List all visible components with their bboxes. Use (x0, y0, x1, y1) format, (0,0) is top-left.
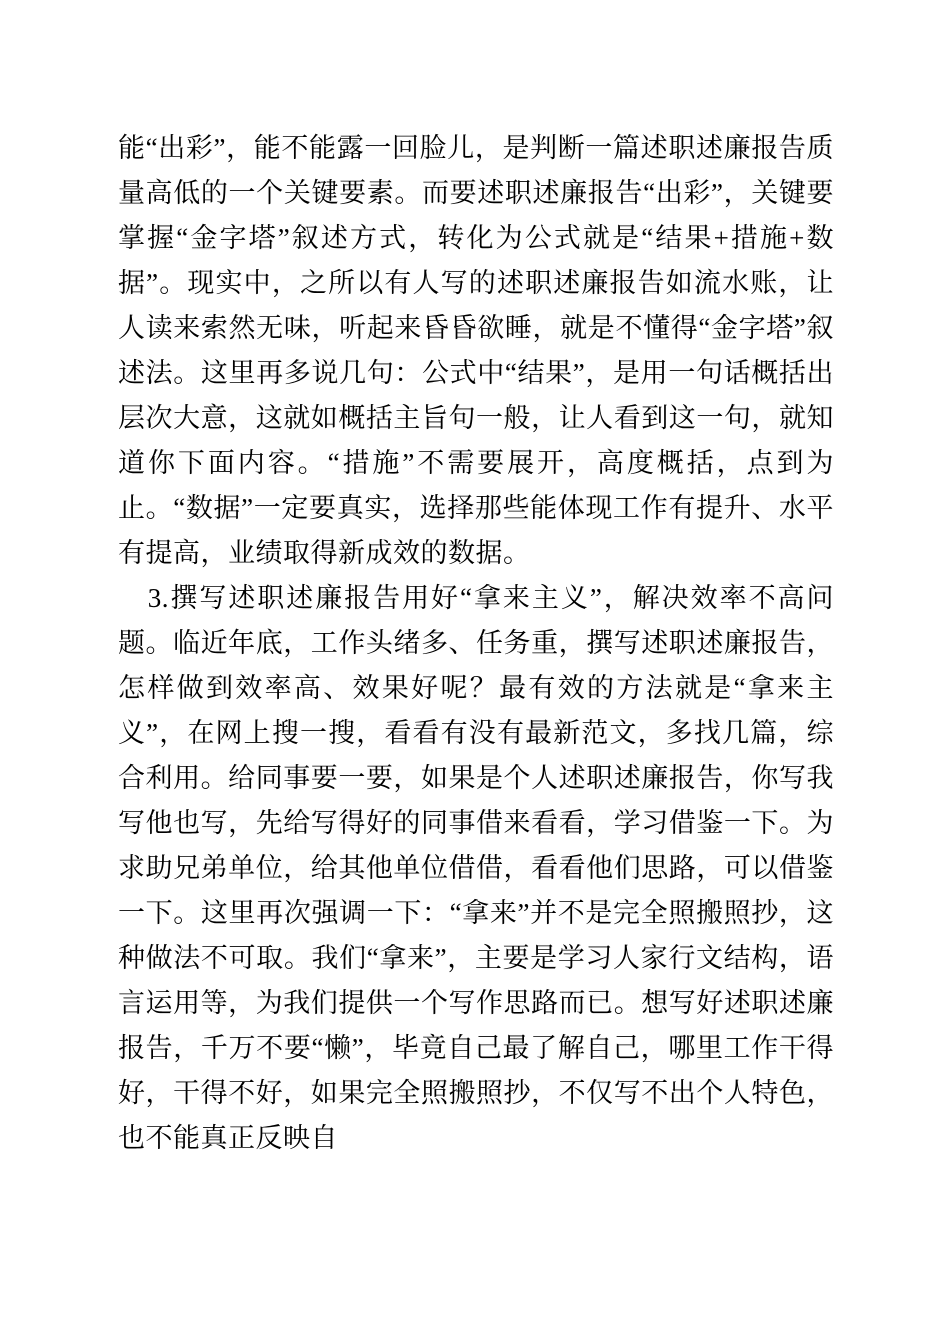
document-body (118, 126, 834, 1161)
paragraph-point-3: 3.撰写述职述廉报告用好“拿来主义”，解决效率不高问题。临近年底，工作头绪多、任务重，撰写述职述廉报告，怎样做到效率高、效果好呢？最有效的方法就是“拿来主义”，在网上搜一搜，看看有没有最新范文，多找几篇，综合利用。给同事要一要，如果是个人述职述廉报告，你写我写他也写，先给写得好的同事借来看看，学习借鉴一下。为求助兄弟单位，给其他单位借借，看看他们思路，可以借鉴一下。这里再次强调一下：“拿来”并不是完全照搬照抄，这种做法不可取。我们“拿来”，主要是学习人家行文结构，语言运用等，为我们提供一个写作思路而已。想写好述职述廉报告，千万不要“懒”，毕竟自己最了解自己，哪里工作干得好，干得不好，如果完全照搬照抄，不仅写不出个人特色，也不能真正反映自 (118, 583, 834, 1153)
paragraph-continuation: 能“出彩”，能不能露一回脸儿，是判断一篇述职述廉报告质量高低的一个关键要素。而要述职述廉报告“出彩”，关键要掌握“金字塔”叙述方式，转化为公式就是“结果+措施+数据”。现实中，之所以有人写的述职述廉报告如流水账，让人读来索然无味，听起来昏昏欲睡，就是不懂得“金字塔”叙述法。这里再多说几句：公式中“结果”，是用一句话概括出层次大意，这就如概括主旨句一般，让人看到这一句，就知道你下面内容。“措施”不需要展开，高度概括，点到为止。“数据”一定要真实，选择那些能体现工作有提升、水平有提高，业绩取得新成效的数据。 (118, 133, 834, 568)
